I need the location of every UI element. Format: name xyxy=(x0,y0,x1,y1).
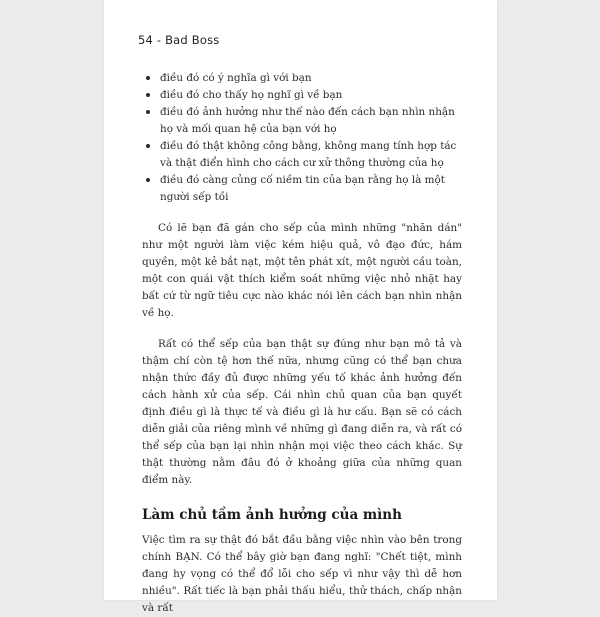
section-body: Việc tìm ra sự thật đó bắt đầu bằng việc nhìn vào bên trong chính BẠN. Có thể bây giờ bạn đang nghĩ: "Chết tiệt, mình đang hy vọng có thể đổ lỗi cho sếp vì như vậy thì dễ hơn nhiều". Rất tiếc là bạn phải thấu hiểu, thử thách, chấp nhận và rất xyxy=(142,534,462,614)
page-content xyxy=(142,70,462,617)
paragraph: Có lẽ bạn đã gán cho sếp của mình những "nhãn dán" như một người làm việc kém hiệu quả, vô đạo đức, hám quyền, một kẻ bắt nạt, một tên phát xít, một người cầu toàn, một con quái vật thích kiểm soát những việc nhỏ nhặt hay bất cứ từ ngữ tiêu cực nào khác nói lên cách bạn nhìn nhận về họ. xyxy=(142,222,462,319)
section-heading: Làm chủ tầm ảnh hưởng của mình xyxy=(142,507,402,523)
paragraph: Rất có thể sếp của bạn thật sự đúng như bạn mô tả và thậm chí còn tệ hơn thế nữa, nhưng cũng có thể bạn chưa nhận thức đầy đủ được những yếu tố khác ảnh hưởng đến cách hành xử của sếp. Cái nhìn chủ quan của bạn quyết định điều gì là thực tế và điều gì là hư cấu. Bạn sẽ có cách diễn giải của riêng mình về những gì đang diễn ra, và rất có thể sếp của bạn lại nhìn nhận mọi việc theo cách khác. Sự thật thường nằm đâu đó ở khoảng giữa của những quan điểm này. xyxy=(142,338,462,486)
running-header: 54 - Bad Boss xyxy=(138,33,220,47)
bullet-item: điều đó cho thấy họ nghĩ gì về bạn xyxy=(142,87,462,104)
book-page xyxy=(104,0,497,614)
bullet-item: điều đó ảnh hưởng như thế nào đến cách bạn nhìn nhận họ và mối quan hệ của bạn với họ xyxy=(142,104,462,138)
bullet-item: điều đó có ý nghĩa gì với bạn xyxy=(142,70,462,87)
bullet-item: điều đó thật không công bằng, không mang tính hợp tác và thật điển hình cho cách cư xử thông thường của họ xyxy=(142,138,462,172)
bullet-item: điều đó càng củng cố niềm tin của bạn rằng họ là một người sếp tồi xyxy=(142,172,462,206)
bullet-list xyxy=(142,70,462,206)
